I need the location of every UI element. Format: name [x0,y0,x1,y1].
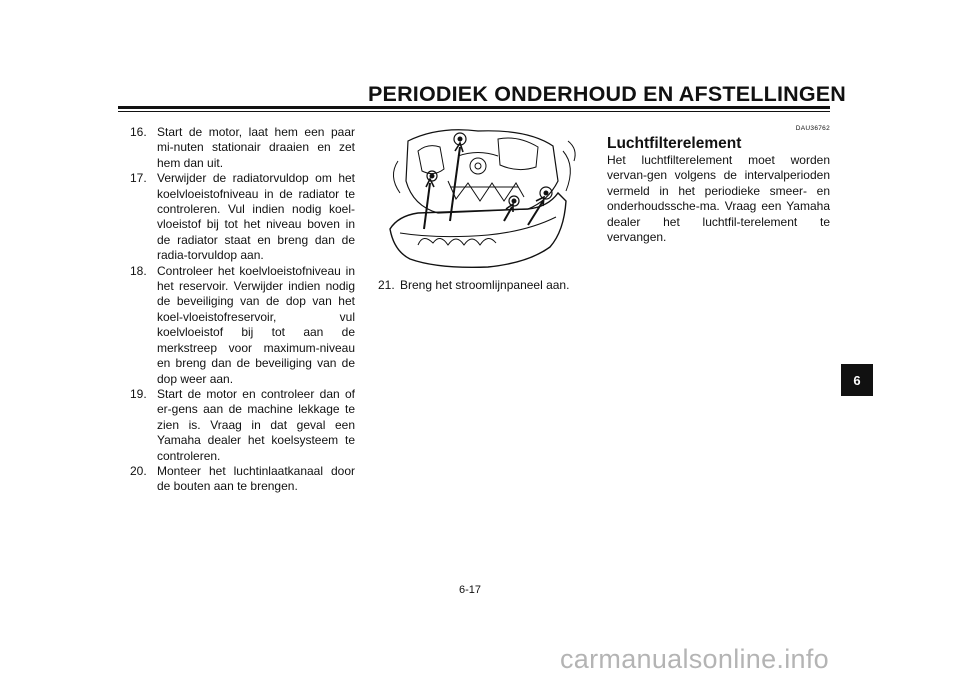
section-title: Luchtfilterelement [607,135,742,152]
page-title: PERIODIEK ONDERHOUD EN AFSTELLINGEN [368,82,847,106]
watermark: carmanualsonline.info [560,644,829,674]
step-text: Monteer het luchtinlaatkanaal door de bouten aan te brengen. [157,463,355,494]
document-code: DAU36762 [795,125,830,132]
step-16 [130,125,355,171]
step-18 [130,264,355,387]
step-text: Start de motor, laat hem een paar mi-nuten stationair draaien en zet hem dan uit. [157,125,355,170]
step-20 [130,464,355,495]
step-number: 18. [130,263,147,278]
step-21 [378,278,583,293]
step-number: 17. [130,171,147,186]
step-17 [130,171,355,263]
step-text: Controleer het koelvloeistofniveau in het reservoir. Verwijder indien nodig de beveiliging van de dop van het koel-vloeistofreservoir, vul koelvloeistof bij tot aan de merkstreep voor maximum-niveau en breng dan de beveiliging van de dop weer aan. [157,263,355,386]
step-text: Breng het stroomlijnpaneel aan. [400,278,570,292]
step-19 [130,387,355,464]
step-number: 19. [130,386,147,401]
header-rule-thin [118,111,830,112]
header-rule [118,106,830,109]
section-body: Het luchtfilterelement moet worden vervan-gen volgens de intervalperioden vermeld in het periodieke smeer- en onderhoudssche-ma. Vraag een Yamaha dealer het luchtfil-terelement te vervangen. [607,153,830,245]
page-number: 6-17 [458,584,482,596]
illustration-column [378,121,583,293]
step-number: 21. [378,278,395,292]
fairing-panel-illustration [378,121,583,271]
chapter-tab: 6 [841,364,873,396]
step-number: 16. [130,125,147,139]
step-number: 20. [130,463,147,478]
step-text: Verwijder de radiatorvuldop om het koelvloeistofniveau in de radiator te controleren. Vul indien nodig koel-vloeistof bij tot het niveau boven in de radiator staat en breng dan de radia-torvuldop aan. [157,171,355,263]
steps-column [130,125,355,495]
step-text: Start de motor en controleer dan of er-gens aan de machine lekkage te zien is. Vraag in dat geval een Yamaha dealer het koelsysteem te controleren. [157,386,355,463]
air-filter-section [607,125,830,245]
